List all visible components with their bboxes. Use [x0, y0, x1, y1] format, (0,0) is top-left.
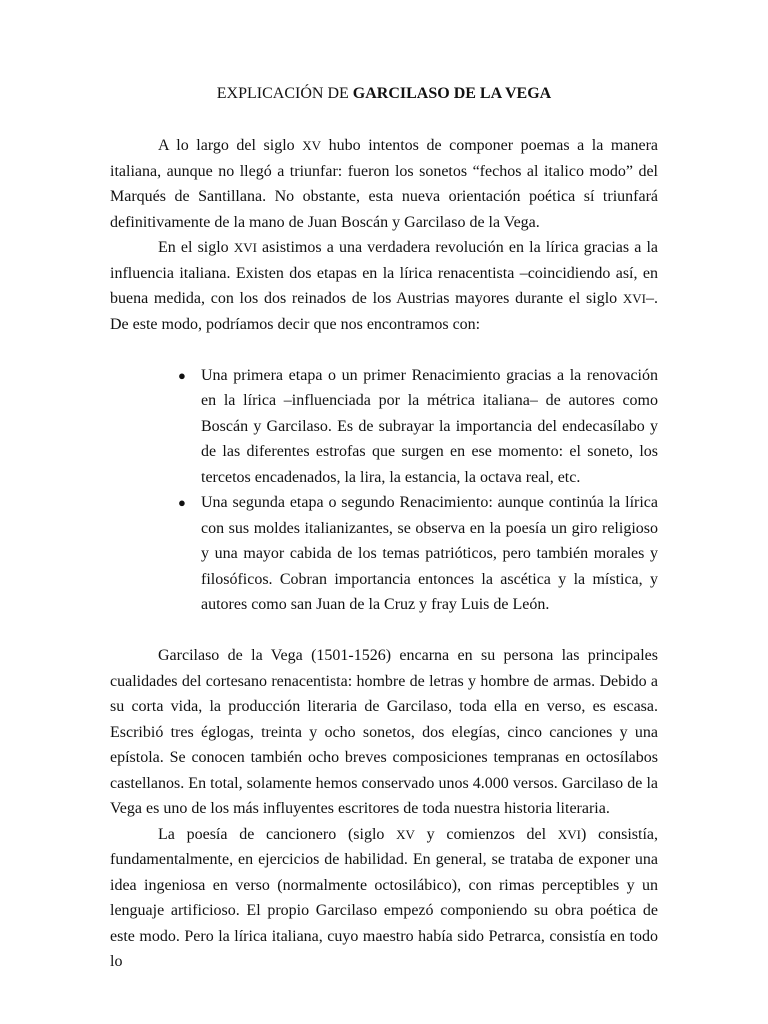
century-numeral: XV — [396, 826, 415, 842]
list-item — [178, 490, 658, 618]
blank-line — [110, 618, 658, 644]
blank-line — [110, 337, 658, 363]
body-text — [110, 133, 658, 975]
paragraph-2-text-b: asistimos a una verdadera revolución en la lírica gracias a la influencia italiana. Existen dos etapas en la lírica renacentista –coincidiendo así, en buena medida, con los dos reinados de los Austrias mayores durante el siglo — [110, 239, 659, 307]
paragraph-1-text-b: hubo intentos de componer poemas a la manera italiana, aunque no llegó a triunfar: fueron los sonetos “fechos al italico modo” del Marqués de Santillana. No obstante, esta nueva orientación poética sí triunfará definitivamente de la mano de Juan Boscán y Garcilaso de la Vega. — [110, 137, 659, 231]
title-bold: GARCILASO DE LA VEGA — [352, 85, 552, 102]
paragraph-3: Garcilaso de la Vega (1501-1526) encarna en su persona las principales cualidades del cortesano renacentista: hombre de letras y hombre de armas. Debido a su corta vida, la producción literaria de Garcilaso, toda ella en verso, es escasa. Escribió tres églogas, treinta y ocho sonetos, dos elegías, cinco canciones y una epístola. Se conocen también ocho breves composiciones tempranas en octosílabos castellanos. En total, solamente hemos conservado unos 4.000 versos. Garcilaso de la Vega es uno de los más influyentes escritores de toda nuestra historia literaria. — [110, 647, 658, 817]
paragraph-1-text-a: A lo largo del siglo — [158, 137, 303, 154]
paragraph-4-text-b: y comienzos del — [414, 825, 558, 843]
paragraph-1 — [110, 133, 658, 235]
list-item — [178, 363, 658, 491]
century-numeral: XVI — [622, 291, 646, 306]
paragraph-4-text-a: La poesía de cancionero (siglo — [158, 825, 397, 843]
paragraph-2 — [110, 235, 658, 337]
paragraph-4 — [110, 822, 658, 975]
paragraph-2-text-c: –. De este modo, podríamos decir que nos encontramos con: — [110, 290, 658, 333]
paragraph-4-text-c: ) consistía, fundamentalmente, en ejercicios de habilidad. En general, se trataba de exponer una idea ingeniosa en verso (normalmente octosilábico), con rimas perceptibles y un lenguaje artificioso. El propio Garcilaso empezó componiendo su obra poética de este modo. Pero la lírica italiana, cuyo maestro había sido Petrarca, consistía en todo lo — [110, 825, 658, 970]
century-numeral: XVI — [557, 826, 581, 842]
century-numeral: XV — [302, 138, 322, 153]
bullet-icon: ● — [178, 495, 186, 510]
bullet-list — [110, 363, 658, 618]
century-numeral: XVI — [233, 240, 257, 255]
bullet-icon: ● — [178, 367, 186, 383]
paragraph-2-text-a: En el siglo — [158, 239, 234, 256]
list-item-text: Una primera etapa o un primer Renacimiento gracias a la renovación en la lírica –influenciada por la métrica italiana– de autores como Boscán y Garcilaso. Es de subrayar la importancia del endecasílabo y de las diferentes estrofas que surgen en ese momento: el soneto, los tercetos encadenados, la lira, la estancia, la octava real, etc. — [201, 366, 658, 486]
page-title — [0, 84, 768, 104]
list-item-text: Una segunda etapa o segundo Renacimiento: aunque continúa la lírica con sus moldes italianizantes, se observa en la poesía un giro religioso y una mayor cabida de los temas patrióticos, pero también morales y filosóficos. Cobran importancia entonces la ascética y la mística, y autores como san Juan de la Cruz y fray Luis de León. — [201, 494, 658, 613]
title-prefix: EXPLICACIÓN DE — [216, 85, 353, 102]
